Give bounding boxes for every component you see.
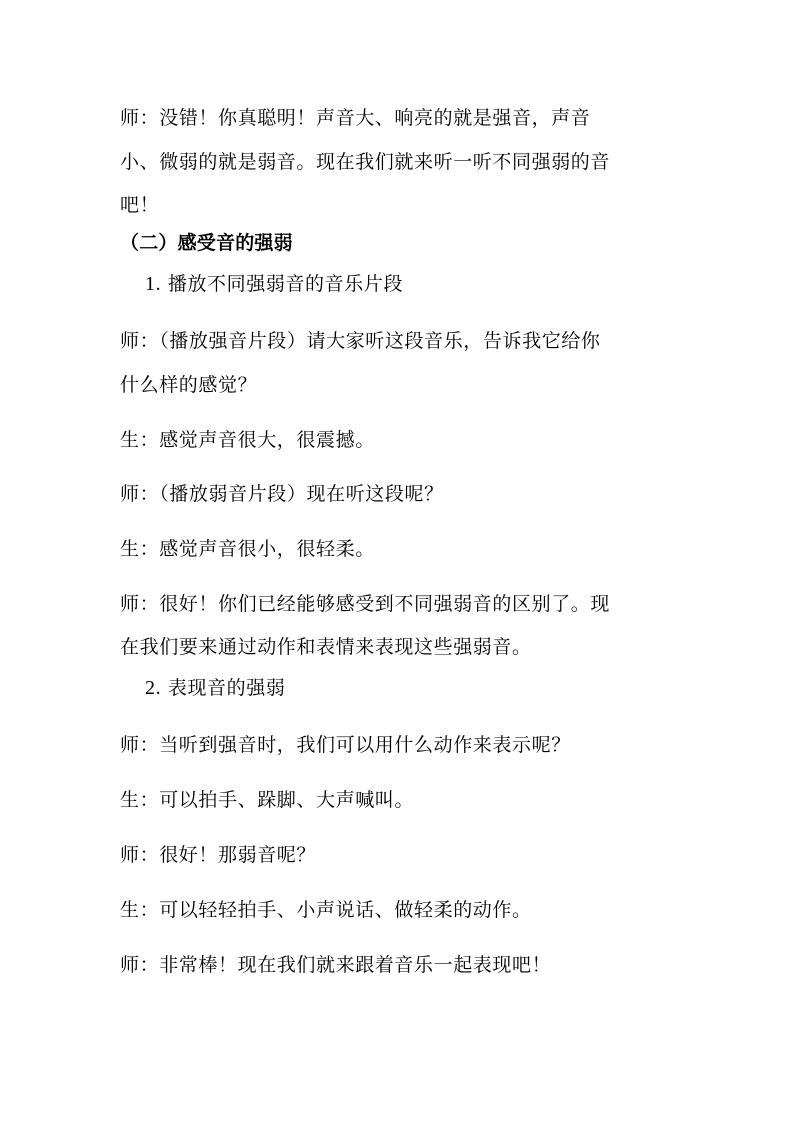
- dialogue-line: 生：可以拍手、跺脚、大声喊叫。: [120, 789, 415, 811]
- dialogue-line: 师：很好！你们已经能够感受到不同强弱音的区别了。现: [120, 593, 611, 615]
- dialogue-line: 在我们要来通过动作和表情来表现这些强弱音。: [120, 636, 532, 658]
- item-text: 播放不同强弱音的音乐片段: [167, 273, 404, 295]
- dialogue-line: 什么样的感觉？: [120, 374, 258, 396]
- item-number: 2.: [145, 677, 162, 699]
- subsection-heading-2: [145, 676, 285, 700]
- dialogue-line: 师：（播放强音片段）请大家听这段音乐，告诉我它给你: [120, 330, 601, 352]
- section-heading: （二）感受音的强弱: [120, 232, 293, 254]
- dialogue-line: 生：可以轻轻拍手、小声说话、做轻柔的动作。: [120, 899, 532, 921]
- dialogue-line: 生：感觉声音很大，很震撼。: [120, 429, 375, 451]
- dialogue-line: 小、微弱的就是弱音。现在我们就来听一听不同强弱的音: [120, 151, 611, 173]
- dialogue-line: 师：很好！那弱音呢？: [120, 844, 317, 866]
- dialogue-line: 师：非常棒！现在我们就来跟着音乐一起表现吧！: [120, 954, 552, 976]
- dialogue-line: 师：当听到强音时，我们可以用什么动作来表示呢？: [120, 734, 571, 756]
- dialogue-line: 吧！: [120, 194, 160, 216]
- dialogue-line: 生：感觉声音很小，很轻柔。: [120, 538, 375, 560]
- dialogue-line: 师：（播放弱音片段）现在听这段呢？: [120, 483, 444, 505]
- item-text: 表现音的强弱: [167, 677, 286, 699]
- subsection-heading-1: [145, 272, 403, 296]
- dialogue-line: 师：没错！你真聪明！声音大、响亮的就是强音，声音: [120, 107, 591, 129]
- item-number: 1.: [145, 273, 162, 295]
